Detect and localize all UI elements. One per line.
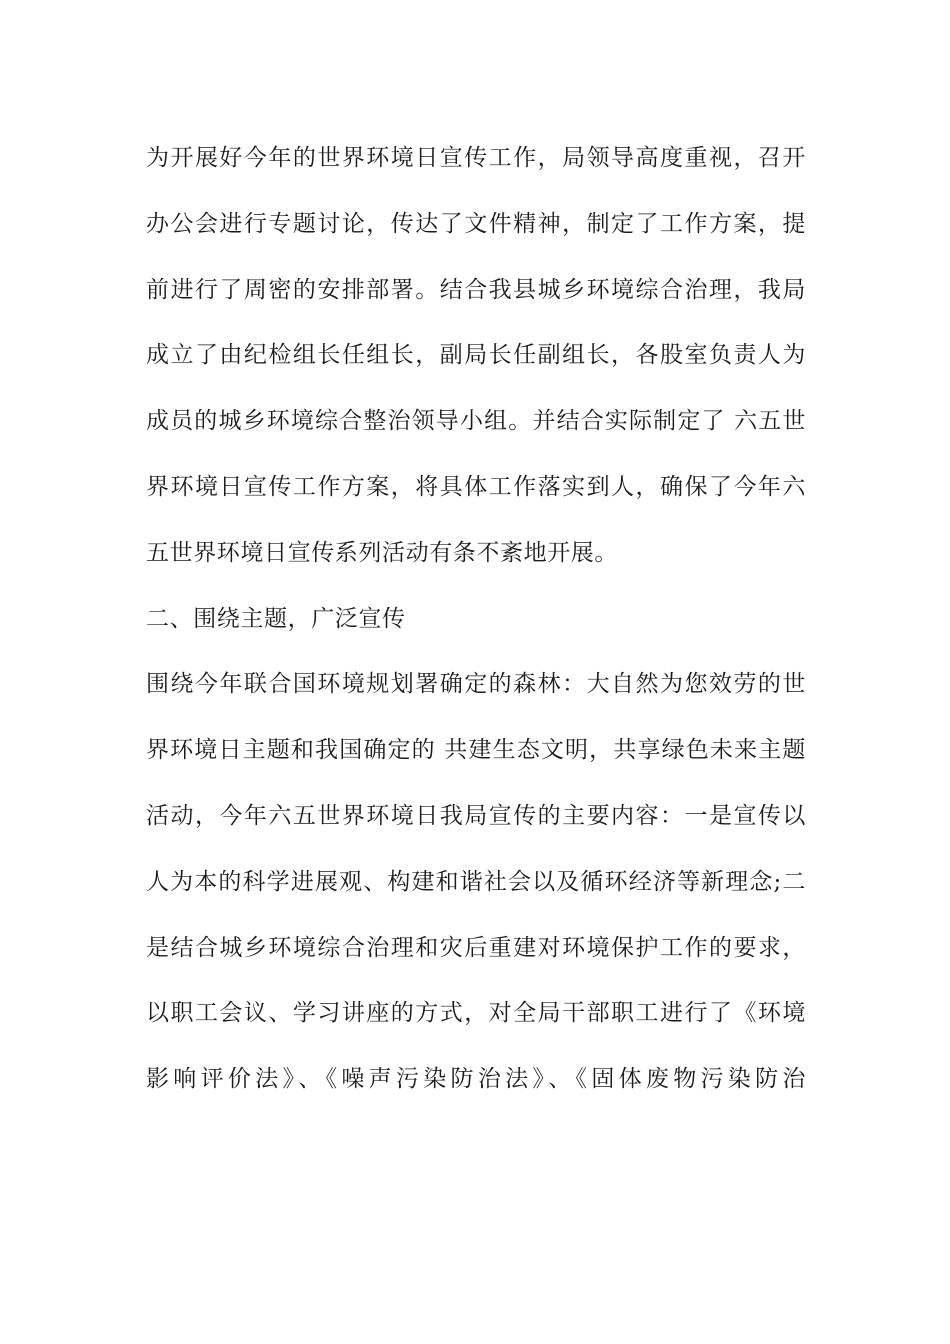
paragraph-line: 前进行了周密的安排部署。结合我县城乡环境综合治理，我局 bbox=[146, 276, 806, 303]
body-text bbox=[146, 126, 806, 1113]
paragraph-line: 影响评价法》、《噪声污染防治法》、《固体废物污染防治 bbox=[146, 1066, 806, 1093]
paragraph-line: 办公会进行专题讨论，传达了文件精神，制定了工作方案，提 bbox=[146, 210, 806, 237]
paragraph-line: 五世界环境日宣传系列活动有条不紊地开展。 bbox=[146, 539, 618, 566]
paragraph-line: 以职工会议、学习讲座的方式，对全局干部职工进行了《环境 bbox=[146, 1000, 806, 1027]
section-heading: 二、围绕主题，广泛宣传 bbox=[146, 605, 406, 632]
paragraph-line: 界环境日主题和我国确定的 共建生态文明，共享绿色未来主题 bbox=[146, 737, 806, 764]
paragraph-line: 人为本的科学进展观、构建和谐社会以及循环经济等新理念;二 bbox=[146, 868, 806, 895]
paragraph-line: 成员的城乡环境综合整治领导小组。并结合实际制定了 六五世 bbox=[146, 408, 806, 435]
paragraph-line: 为开展好今年的世界环境日宣传工作，局领导高度重视，召开 bbox=[146, 145, 806, 171]
paragraph-line: 是结合城乡环境综合治理和灾后重建对环境保护工作的要求， bbox=[146, 934, 806, 961]
paragraph-line: 活动，今年六五世界环境日我局宣传的主要内容：一是宣传以 bbox=[146, 802, 806, 829]
paragraph-line: 成立了由纪检组长任组长，副局长任副组长，各股室负责人为 bbox=[146, 342, 806, 369]
paragraph-line: 围绕今年联合国环境规划署确定的森林：大自然为您效劳的世 bbox=[146, 671, 806, 698]
paragraph-line: 界环境日宣传工作方案，将具体工作落实到人，确保了今年六 bbox=[146, 473, 806, 500]
